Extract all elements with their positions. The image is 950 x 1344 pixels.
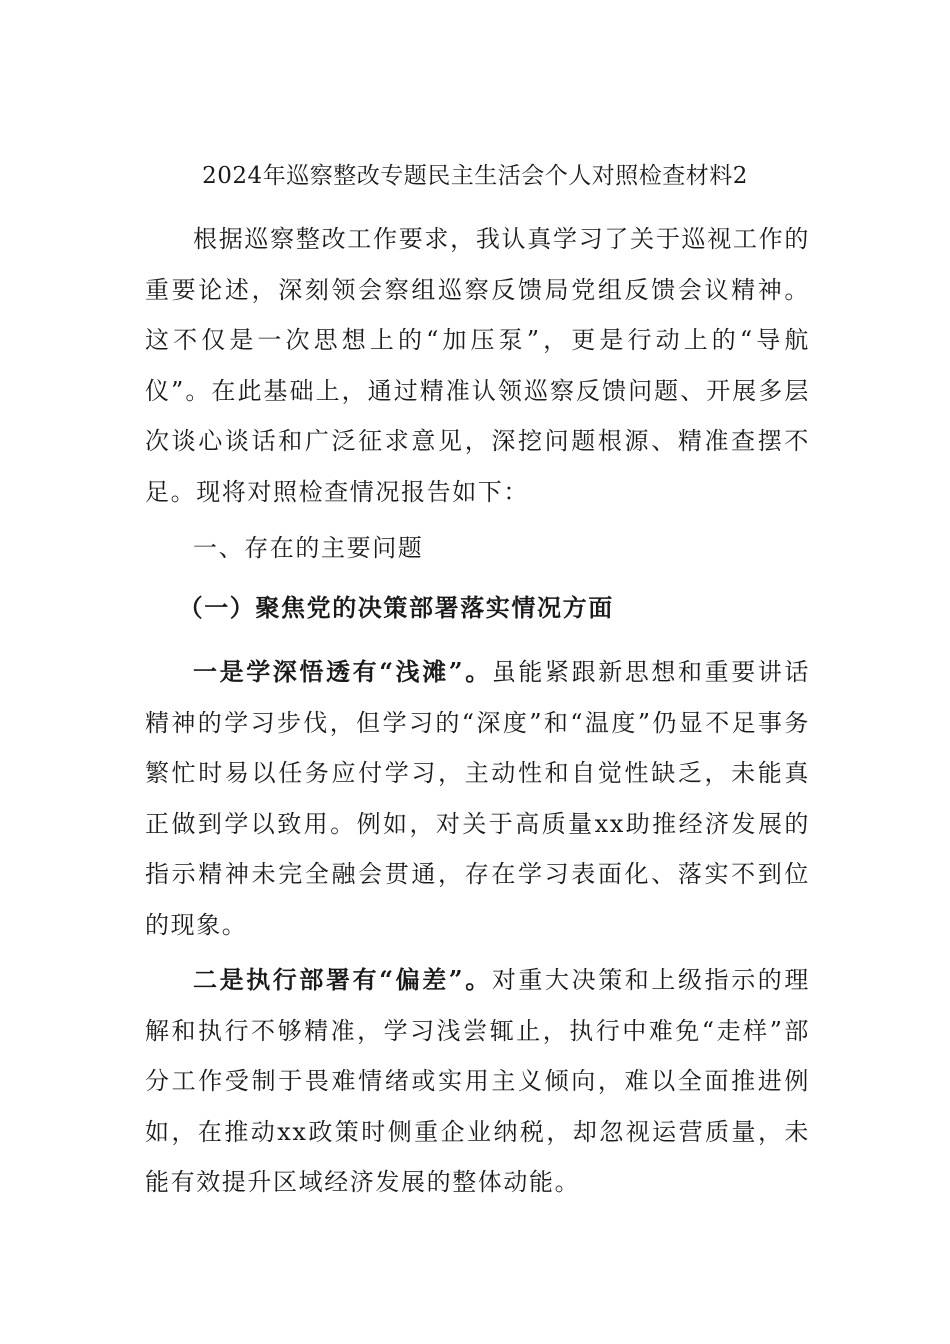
intro-paragraph: 根据巡察整改工作要求，我认真学习了关于巡视工作的重要论述，深刻领会察组巡察反馈局党组反馈会议精神。这不仅是一次思想上的“加压泵”，更是行动上的“导航仪”。在此基础上，通过精准认领巡察反馈问题、开展多层次谈心谈话和广泛征求意见，深挖问题根源、精准查摆不足。现将对照检查情况报告如下： [145,225,810,506]
problem-item-2-lead: 二是执行部署有“偏差”。 [193,965,492,994]
problem-item-2-body: 对重大决策和上级指示的理解和执行不够精准，学习浅尝辄止，执行中难免“走样”部分工作受制于畏难情绪或实用主义倾向，难以全面推进例如，在推动xx政策时侧重企业纳税，却忽视运营质量，未能有效提升区域经济发展的整体动能。 [145,966,811,1196]
subsection-heading-decision-implementation: （一）聚焦党的决策部署落实情况方面 [178,593,614,622]
document-title: 2024年巡察整改专题民主生活会个人对照检查材料2 [202,163,748,189]
problem-item-1 [145,647,810,950]
problem-item-1-body: 虽能紧跟新思想和重要讲话精神的学习步伐，但学习的“深度”和“温度”仍显不足事务繁忙时易以任务应付学习，主动性和自觉性缺乏，未能真正做到学以致用。例如，对关于高质量xx助推经济发展的指示精神未完全融会贯通，存在学习表面化、落实不到位的现象。 [145,658,811,939]
section-heading-main-problems: 一、存在的主要问题 [193,534,424,562]
problem-item-2 [145,955,810,1208]
problem-item-1-lead: 一是学深悟透有“浅滩”。 [193,657,492,686]
